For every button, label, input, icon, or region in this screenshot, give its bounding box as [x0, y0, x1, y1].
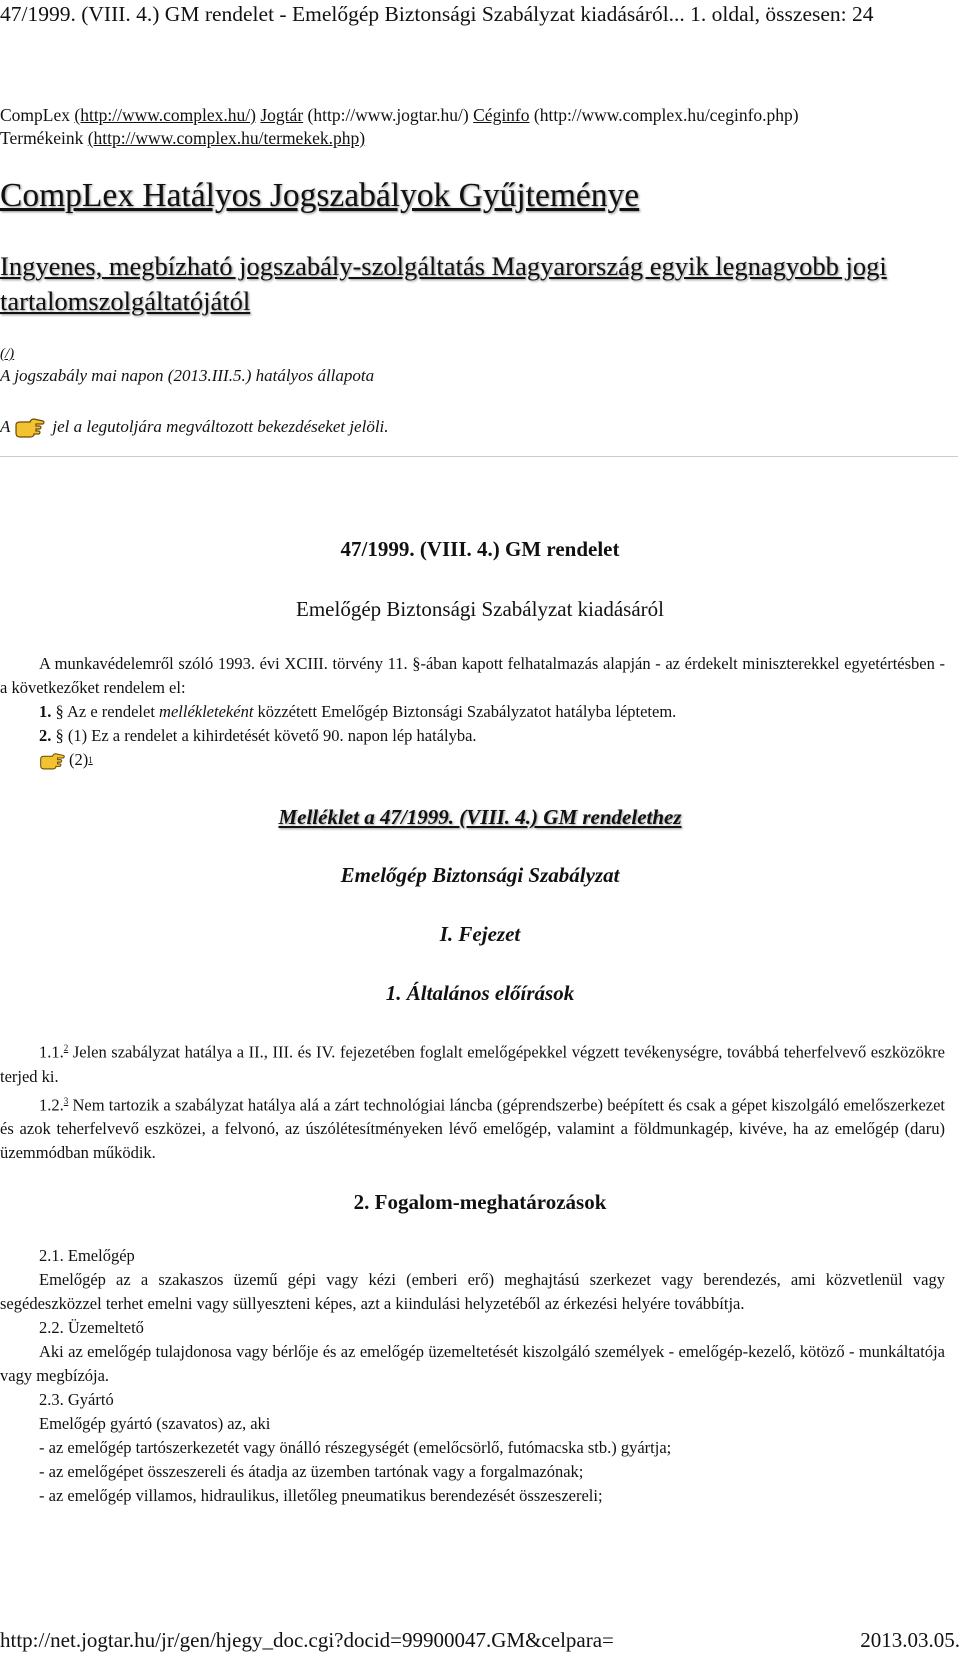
list-item: - az emelőgép villamos, hidraulikus, illetőleg pneumatikus berendezését összeszereli; [39, 1486, 603, 1505]
legend-prefix: A [0, 417, 11, 436]
site-title[interactable]: CompLex Hatályos Jogszabályok Gyűjteménye [0, 177, 640, 214]
definitions [0, 1244, 945, 1508]
footer-date: 2013.03.05. [860, 1628, 960, 1652]
section-2-paragraph-2: (2) 1 [0, 748, 945, 772]
general-provisions [0, 1036, 945, 1165]
nav-link-termekeink[interactable]: Termékeink (http://www.complex.hu/termekek.php) [0, 128, 366, 148]
footer-url: http://net.jogtar.hu/jr/gen/hjegy_doc.cgi?docid=99900047.GM&celpara= [0, 1628, 614, 1652]
list-item: - az emelőgép tartószerkezetét vagy önálló részegységét (emelőcsörlő, futómacska stb.) gyártja; [39, 1438, 672, 1457]
pointing-hand-icon [14, 416, 46, 438]
def-2-3-text: Emelőgép gyártó (szavatos) az, aki [39, 1414, 271, 1433]
decree-number: 47/1999. (VIII. 4.) GM rendelet [340, 537, 620, 561]
top-nav [0, 104, 799, 150]
nav-link-jogtar[interactable]: Jogtár (http://www.jogtar.hu/) [260, 105, 469, 125]
paragraph-1-1: 1.1.$^2$ Jelen szabályzat hatálya a II., III. és IV. fejezetében foglalt emelőgépekkel végzett tevékenységre, továbbá teherfelvevő eszközökre terjed ki. [0, 1042, 945, 1086]
effective-state-text: A jogszabály mai napon (2013.III.5.) hatályos állapota [0, 366, 375, 385]
def-2-1-title: 2.1. Emelőgép [39, 1246, 135, 1265]
page-footer [0, 1628, 960, 1653]
definitions-heading: 2. Fogalom-meghatározások [353, 1190, 607, 1214]
section-1: 1. § Az e rendelet mellékleteként közzétett Emelőgép Biztonsági Szabályzatot hatályba léptetem. [39, 702, 677, 721]
def-2-2-title: 2.2. Üzemeltető [39, 1318, 144, 1337]
footnote-ref[interactable]: 3 [63, 1095, 69, 1106]
preamble: A munkavédelemről szóló 1993. évi XCIII. törvény 11. §-ában kapott felhatalmazás alapján - az érdekelt miniszterekkel egyetértésben - a következőket rendelem el: [0, 654, 945, 697]
paragraph-1-2: 1.2.$^3$ Nem tartozik a szabályzat hatálya alá a zárt technológiai láncba (géprendszerbe) beépített és csak a gépet kiszolgáló emelőszerkezet és azok teherfelvevő eszközei, a felvonó, az úszólétesítményeken lévő emelőgép, valamint a földmunkagép, kivéve, ha az emelőgép (daru) üzemmódban működik. [0, 1095, 946, 1162]
chapter-heading: I. Fejezet [439, 922, 521, 946]
annex-heading[interactable]: Melléklet a 47/1999. (VIII. 4.) GM rendelethez [278, 805, 682, 829]
rule-title: Emelőgép Biztonsági Szabályzat [340, 863, 620, 887]
change-legend [0, 416, 389, 438]
legend-text: jel a legutoljára megváltozott bekezdéseket jelöli. [52, 417, 389, 436]
decree-title: Emelőgép Biztonsági Szabályzat kiadásáról [296, 597, 664, 621]
home-link[interactable]: (/) [0, 346, 15, 362]
footnote-ref[interactable]: 2 [63, 1043, 69, 1053]
annex-link[interactable]: mellékleteként [159, 702, 254, 721]
nav-link-ceginfo[interactable]: Céginfo (http://www.complex.hu/ceginfo.php) [473, 105, 799, 125]
page-header-title: 47/1999. (VIII. 4.) GM rendelet - Emelőgép Biztonsági Szabályzat kiadásáról... 1. oldal, összesen: 24 [0, 2, 874, 26]
list-item: - az emelőgépet összeszereli és átadja az üzemben tartónak vagy a forgalmazónak; [39, 1462, 584, 1481]
pointing-hand-icon [39, 751, 66, 770]
def-2-2-text: Aki az emelőgép tulajdonosa vagy bérlője és az emelőgép üzemeltetését kiszolgáló személyek - emelőgép-kezelő, kötöző - munkáltatója vagy megbízója. [0, 1342, 945, 1385]
def-2-3-title: 2.3. Gyártó [39, 1390, 114, 1409]
site-tagline[interactable]: Ingyenes, megbízható jogszabály-szolgáltatás Magyarország egyik legnagyobb jogi tartalomszolgáltatójától [0, 251, 887, 316]
def-2-1-text: Emelőgép az a szakaszos üzemű gépi vagy kézi (emberi erő) meghajtású szerkezet vagy berendezés, ami közvetlenül vagy segédeszközzel terhet emelni vagy süllyeszteni képes, azt a kiindulási helyzetéből az érkezési helyére továbbítja. [0, 1270, 945, 1313]
section-2: 2. § (1) Ez a rendelet a kihirdetését követő 90. napon lép hatályba. [39, 726, 477, 745]
general-heading: 1. Általános előírások [385, 981, 575, 1005]
decree-body [0, 652, 945, 772]
footnote-ref[interactable]: 1 [88, 755, 93, 765]
divider [0, 456, 958, 457]
nav-link-complex[interactable]: CompLex (http://www.complex.hu/) [0, 105, 256, 125]
